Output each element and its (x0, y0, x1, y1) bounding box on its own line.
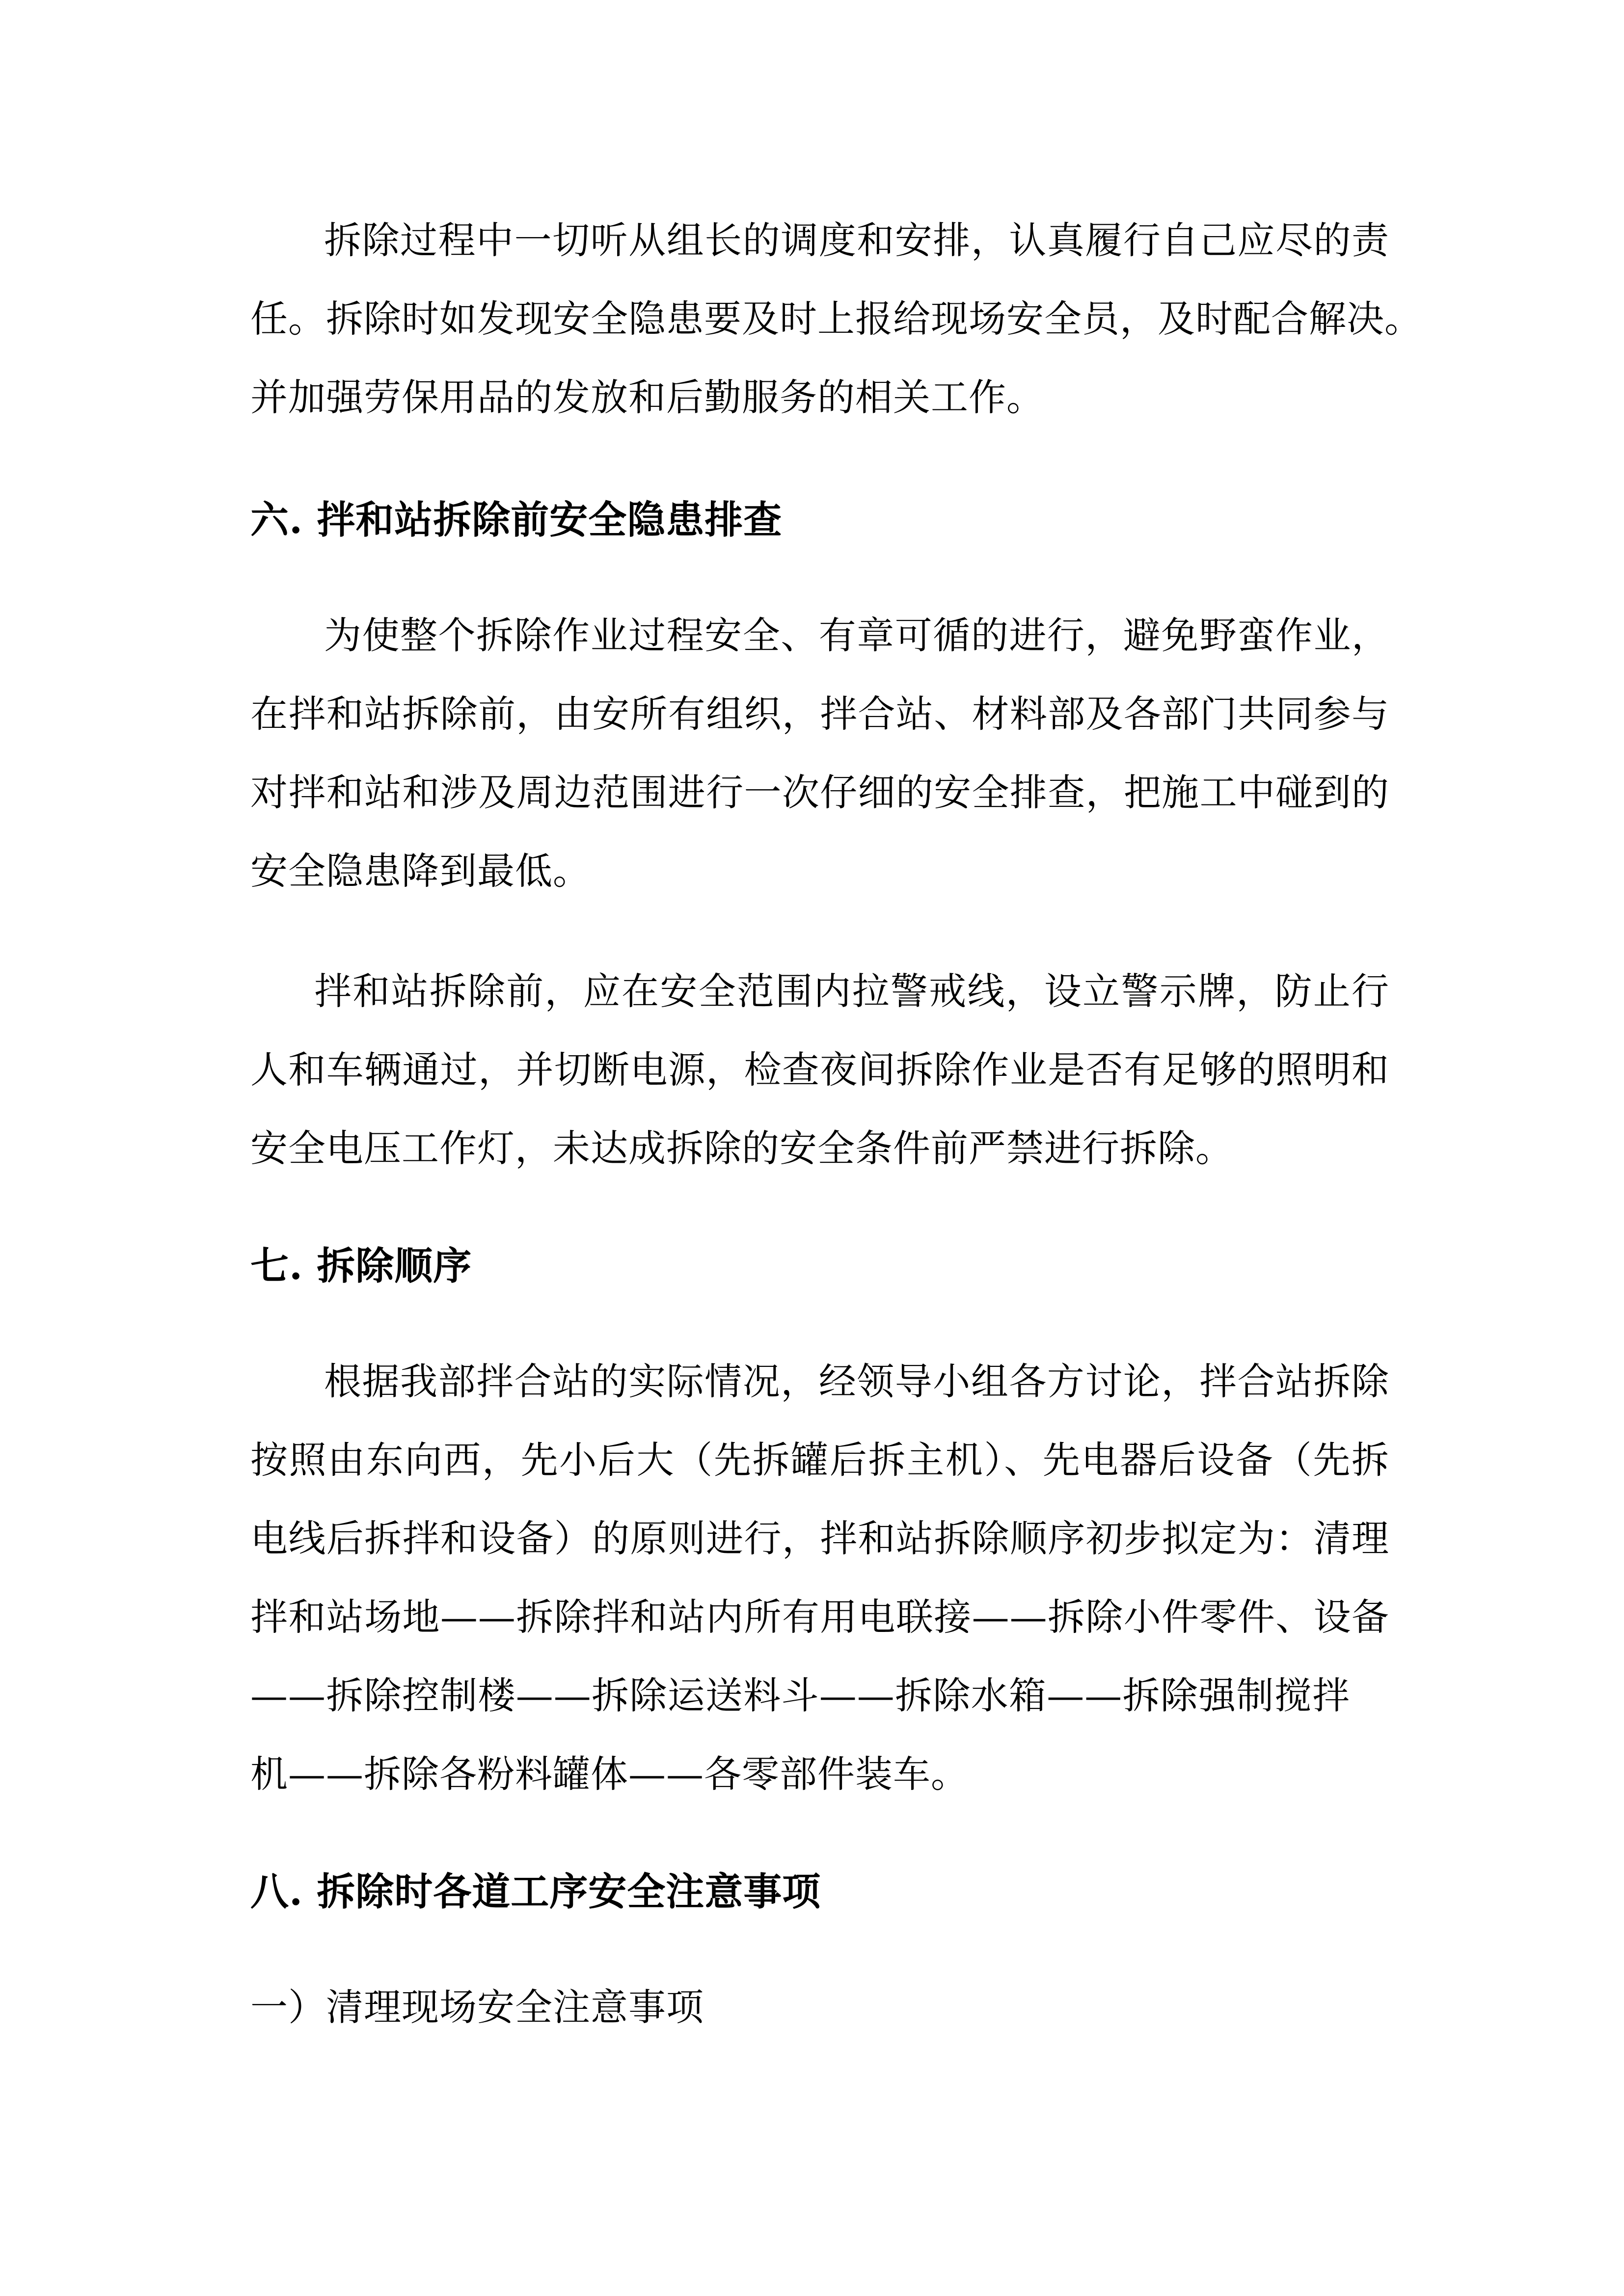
paragraph-line: 对拌和站和涉及周边范围进行一次仔细的安全排查，把施工中碰到的 (250, 771, 1389, 814)
paragraph-line: 拆除过程中一切听从组长的调度和安排，认真履行自己应尽的责 (324, 218, 1389, 262)
paragraph-line: 安全电压工作灯，未达成拆除的安全条件前严禁进行拆除。 (250, 1126, 1233, 1170)
section-heading: 六. 拌和站拆除前安全隐患排查 (250, 498, 783, 542)
paragraph-line: 按照由东向西，先小后大（先拆罐后拆主机）、先电器后设备（先拆 (250, 1438, 1389, 1482)
paragraph-line: 电线后拆拌和设备）的原则进行，拌和站拆除顺序初步拟定为：清理 (250, 1517, 1389, 1560)
paragraph-line: 根据我部拌合站的实际情况，经领导小组各方讨论，拌合站拆除 (324, 1360, 1389, 1403)
paragraph-line: ——拆除控制楼——拆除运送料斗——拆除水箱——拆除强制搅拌 (250, 1674, 1350, 1717)
paragraph-line: 安全隐患降到最低。 (250, 849, 591, 893)
paragraph-line: 拌和站拆除前，应在安全范围内拉警戒线，设立警示牌，防止行 (314, 969, 1389, 1013)
paragraph-line: 并加强劳保用品的发放和后勤服务的相关工作。 (250, 375, 1044, 419)
paragraph-line: 在拌和站拆除前，由安所有组织，拌合站、材料部及各部门共同参与 (250, 692, 1389, 736)
paragraph-line: 拌和站场地——拆除拌和站内所有用电联接——拆除小件零件、设备 (250, 1595, 1389, 1639)
paragraph-line: 为使整个拆除作业过程安全、有章可循的进行，避免野蛮作业， (324, 614, 1389, 657)
subsection-heading: 一）清理现场安全注意事项 (250, 1985, 704, 2029)
paragraph-line: 机——拆除各粉料罐体——各零部件装车。 (250, 1752, 969, 1796)
paragraph-line: 任。拆除时如发现安全隐患要及时上报给现场安全员，及时配合解决。 (250, 297, 1422, 341)
paragraph-line: 人和车辆通过，并切断电源，检查夜间拆除作业是否有足够的照明和 (250, 1048, 1389, 1092)
section-heading: 七. 拆除顺序 (250, 1244, 472, 1288)
section-heading: 八. 拆除时各道工序安全注意事项 (250, 1869, 821, 1914)
